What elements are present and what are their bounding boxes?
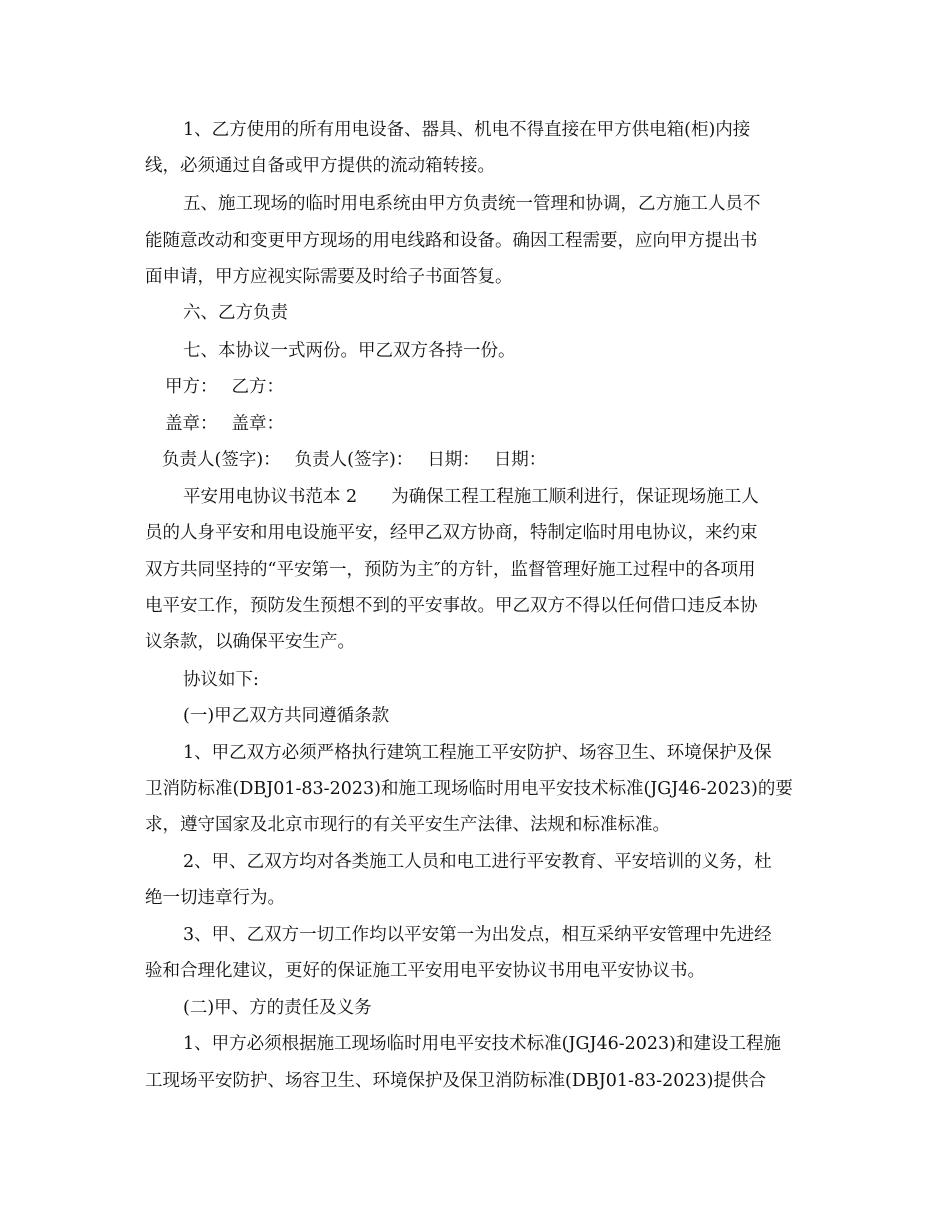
signature-party-row: [0, 375, 950, 399]
paragraph-line: 为确保工程工程施工顺利进行，保证现场施工人: [391, 487, 759, 507]
paragraph-line: 六、乙方负责: [183, 303, 288, 323]
sample-title: 平安用电协议书范本 2: [183, 487, 358, 507]
person-b-label: 负责人(签字)：: [294, 450, 414, 470]
signature-seal-row: [0, 412, 950, 436]
paragraph-line: 工现场平安防护、场容卫生、环境保护及保卫消防标准(DBJ01-83-2023)提供合: [145, 1071, 766, 1091]
paragraph-line: 1、乙方使用的所有用电设备、器具、机电不得直接在甲方供电箱(柜)内接: [183, 120, 751, 140]
paragraph-line: 2、甲、乙双方均对各类施工人员和电工进行平安教育、平安培训的义务，杜: [183, 852, 772, 872]
signature-person-row: [0, 448, 950, 472]
seal-a-label: 盖章：: [165, 414, 218, 434]
paragraph-line: 求，遵守国家及北京市现行的有关平安生产法律、法规和标准标准。: [145, 815, 670, 835]
paragraph-line: 1、甲方必须根据施工现场临时用电平安技术标准(JGJ46-2023)和建设工程施: [183, 1034, 782, 1054]
paragraph-line: 电平安工作，预防发生预想不到的平安事故。甲乙双方不得以任何借口违反本协: [145, 596, 758, 616]
paragraph-line: 绝一切违章行为。: [145, 888, 285, 908]
paragraph-line: 协议如下:: [183, 670, 259, 690]
paragraph-line: 双方共同坚持的“平安第一，预防为主″的方针，监督管理好施工过程中的各项用: [145, 560, 756, 580]
paragraph-line: 卫消防标准(DBJ01-83-2023)和施工现场临时用电平安技术标准(JGJ46-2023)的要: [145, 779, 793, 799]
paragraph-line: 验和合理化建议，更好的保证施工平安用电平安协议书用电平安协议书。: [145, 961, 705, 981]
paragraph-line: 1、甲乙双方必须严格执行建筑工程施工平安防护、场容卫生、环境保护及保: [183, 743, 772, 763]
paragraph-line: 七、本协议一式两份。甲乙双方各持一份。: [183, 341, 516, 361]
date-a-label: 日期：: [427, 450, 480, 470]
sample-heading-row: [0, 485, 950, 509]
paragraph-line: 线，必须通过自备或甲方提供的流动箱转接。: [145, 156, 495, 176]
paragraph-line: 议条款，以确保平安生产。: [145, 632, 355, 652]
paragraph-line: 五、施工现场的临时用电系统由甲方负责统一管理和协调，乙方施工人员不: [183, 194, 761, 214]
party-a-label: 甲方：: [165, 377, 218, 397]
date-b-label: 日期：: [493, 450, 547, 470]
paragraph-line: 能随意改动和变更甲方现场的用电线路和设备。确因工程需要，应向甲方提出书: [145, 231, 758, 251]
section-heading: (一)甲乙双方共同遵循条款: [183, 706, 390, 726]
section-heading: (二)甲、方的责任及义务: [183, 998, 372, 1018]
seal-b-label: 盖章：: [231, 414, 284, 434]
paragraph-line: 面申请，甲方应视实际需要及时给子书面答复。: [145, 267, 513, 287]
person-a-label: 负责人(签字)：: [162, 450, 281, 470]
party-b-label: 乙方：: [231, 377, 284, 397]
paragraph-line: 3、甲、乙双方一切工作均以平安第一为出发点，相互采纳平安管理中先进经: [183, 925, 772, 945]
paragraph-line: 员的人身平安和用电设施平安，经甲乙双方协商，特制定临时用电协议，来约束: [145, 523, 758, 543]
